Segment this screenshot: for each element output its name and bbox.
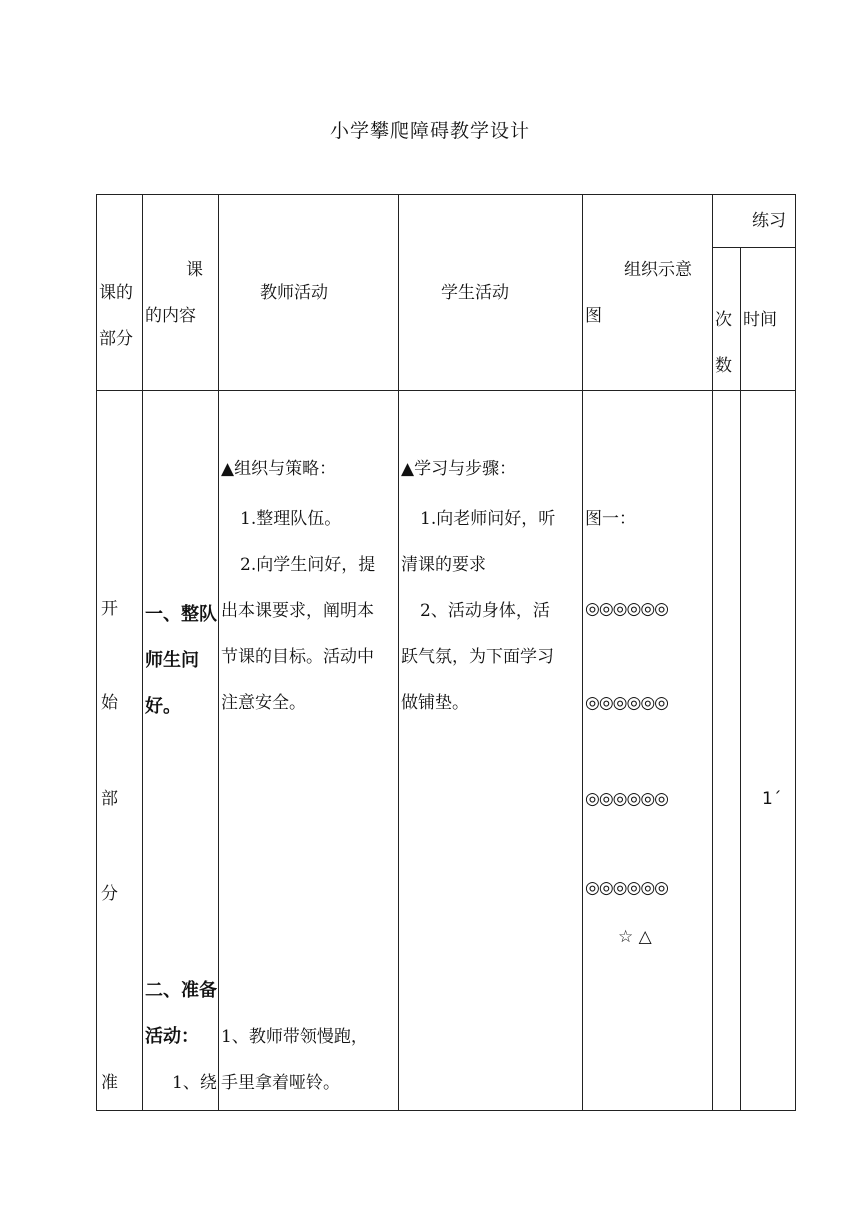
student-line3: 清课的要求: [401, 555, 486, 575]
header-times-line1: 次: [715, 310, 732, 330]
formation-row-4: ◎◎◎◎◎◎: [585, 878, 669, 898]
teacher-line2: 1.整理队伍。: [240, 509, 342, 529]
teacher-line6: 注意安全。: [221, 693, 306, 713]
teacher-position-marks: ☆ △: [618, 927, 652, 947]
part-char-5: 准: [101, 1073, 118, 1093]
col-divider-2: [218, 194, 219, 1111]
teacher-line5: 节课的目标。活动中: [221, 647, 374, 667]
teacher2-line1: 1、教师带领慢跑，: [221, 1027, 368, 1047]
table-border-bottom: [96, 1110, 796, 1111]
teacher-line3: 2.向学生问好，提: [240, 555, 376, 575]
student-line4: 2、活动身体，活: [420, 601, 550, 621]
formation-row-1: ◎◎◎◎◎◎: [585, 599, 669, 619]
org-diagram-label: 图一：: [585, 509, 636, 529]
table-border-left: [96, 194, 97, 1111]
teacher2-line2: 手里拿着哑铃。: [221, 1073, 340, 1093]
content-section2-line2: 活动：: [145, 1026, 199, 1047]
header-part-line1: 课的: [99, 283, 133, 303]
header-org-line1: 组织示意: [624, 260, 692, 280]
header-content-line1: 课: [186, 260, 203, 280]
part-char-1: 开: [101, 599, 118, 619]
part-char-4: 分: [101, 884, 118, 904]
col-divider-6: [740, 247, 741, 1111]
content-section2-line3: 1、绕: [172, 1073, 217, 1093]
content-section1-line1: 一、整队: [145, 604, 217, 625]
formation-row-2: ◎◎◎◎◎◎: [585, 693, 669, 713]
content-section2-line1: 二、准备: [145, 980, 217, 1001]
teacher-line4: 出本课要求，阐明本: [221, 601, 374, 621]
col-divider-5: [712, 194, 713, 1111]
header-teacher: 教师活动: [260, 283, 328, 303]
header-times-line2: 数: [715, 356, 732, 376]
header-duration: 时间: [743, 310, 777, 330]
document-title: 小学攀爬障碍教学设计: [329, 120, 530, 142]
header-divider: [96, 390, 796, 391]
table-border-right: [795, 194, 796, 1111]
teacher-line1: ▲组织与策略：: [221, 459, 337, 479]
header-student: 学生活动: [441, 283, 509, 303]
header-practice: 练习: [752, 211, 786, 231]
student-line6: 做铺垫。: [401, 693, 469, 713]
content-section1-line2: 师生问: [145, 650, 199, 671]
col-divider-4: [582, 194, 583, 1111]
student-line5: 跃气氛，为下面学习: [401, 647, 554, 667]
student-line1: ▲学习与步骤：: [401, 459, 517, 479]
header-part-line2: 部分: [99, 329, 133, 349]
practice-divider: [712, 247, 796, 248]
part-char-2: 始: [101, 693, 118, 713]
col-divider-1: [142, 194, 143, 1111]
student-line2: 1.向老师问好，听: [420, 509, 556, 529]
formation-row-3: ◎◎◎◎◎◎: [585, 789, 669, 809]
header-content-line2: 的内容: [145, 306, 196, 326]
col-divider-3: [398, 194, 399, 1111]
content-section1-line3: 好。: [145, 696, 181, 717]
table-border-top: [96, 194, 796, 195]
header-org-line2: 图: [585, 306, 602, 326]
part-char-3: 部: [101, 789, 118, 809]
time-value: 1´: [762, 789, 782, 809]
